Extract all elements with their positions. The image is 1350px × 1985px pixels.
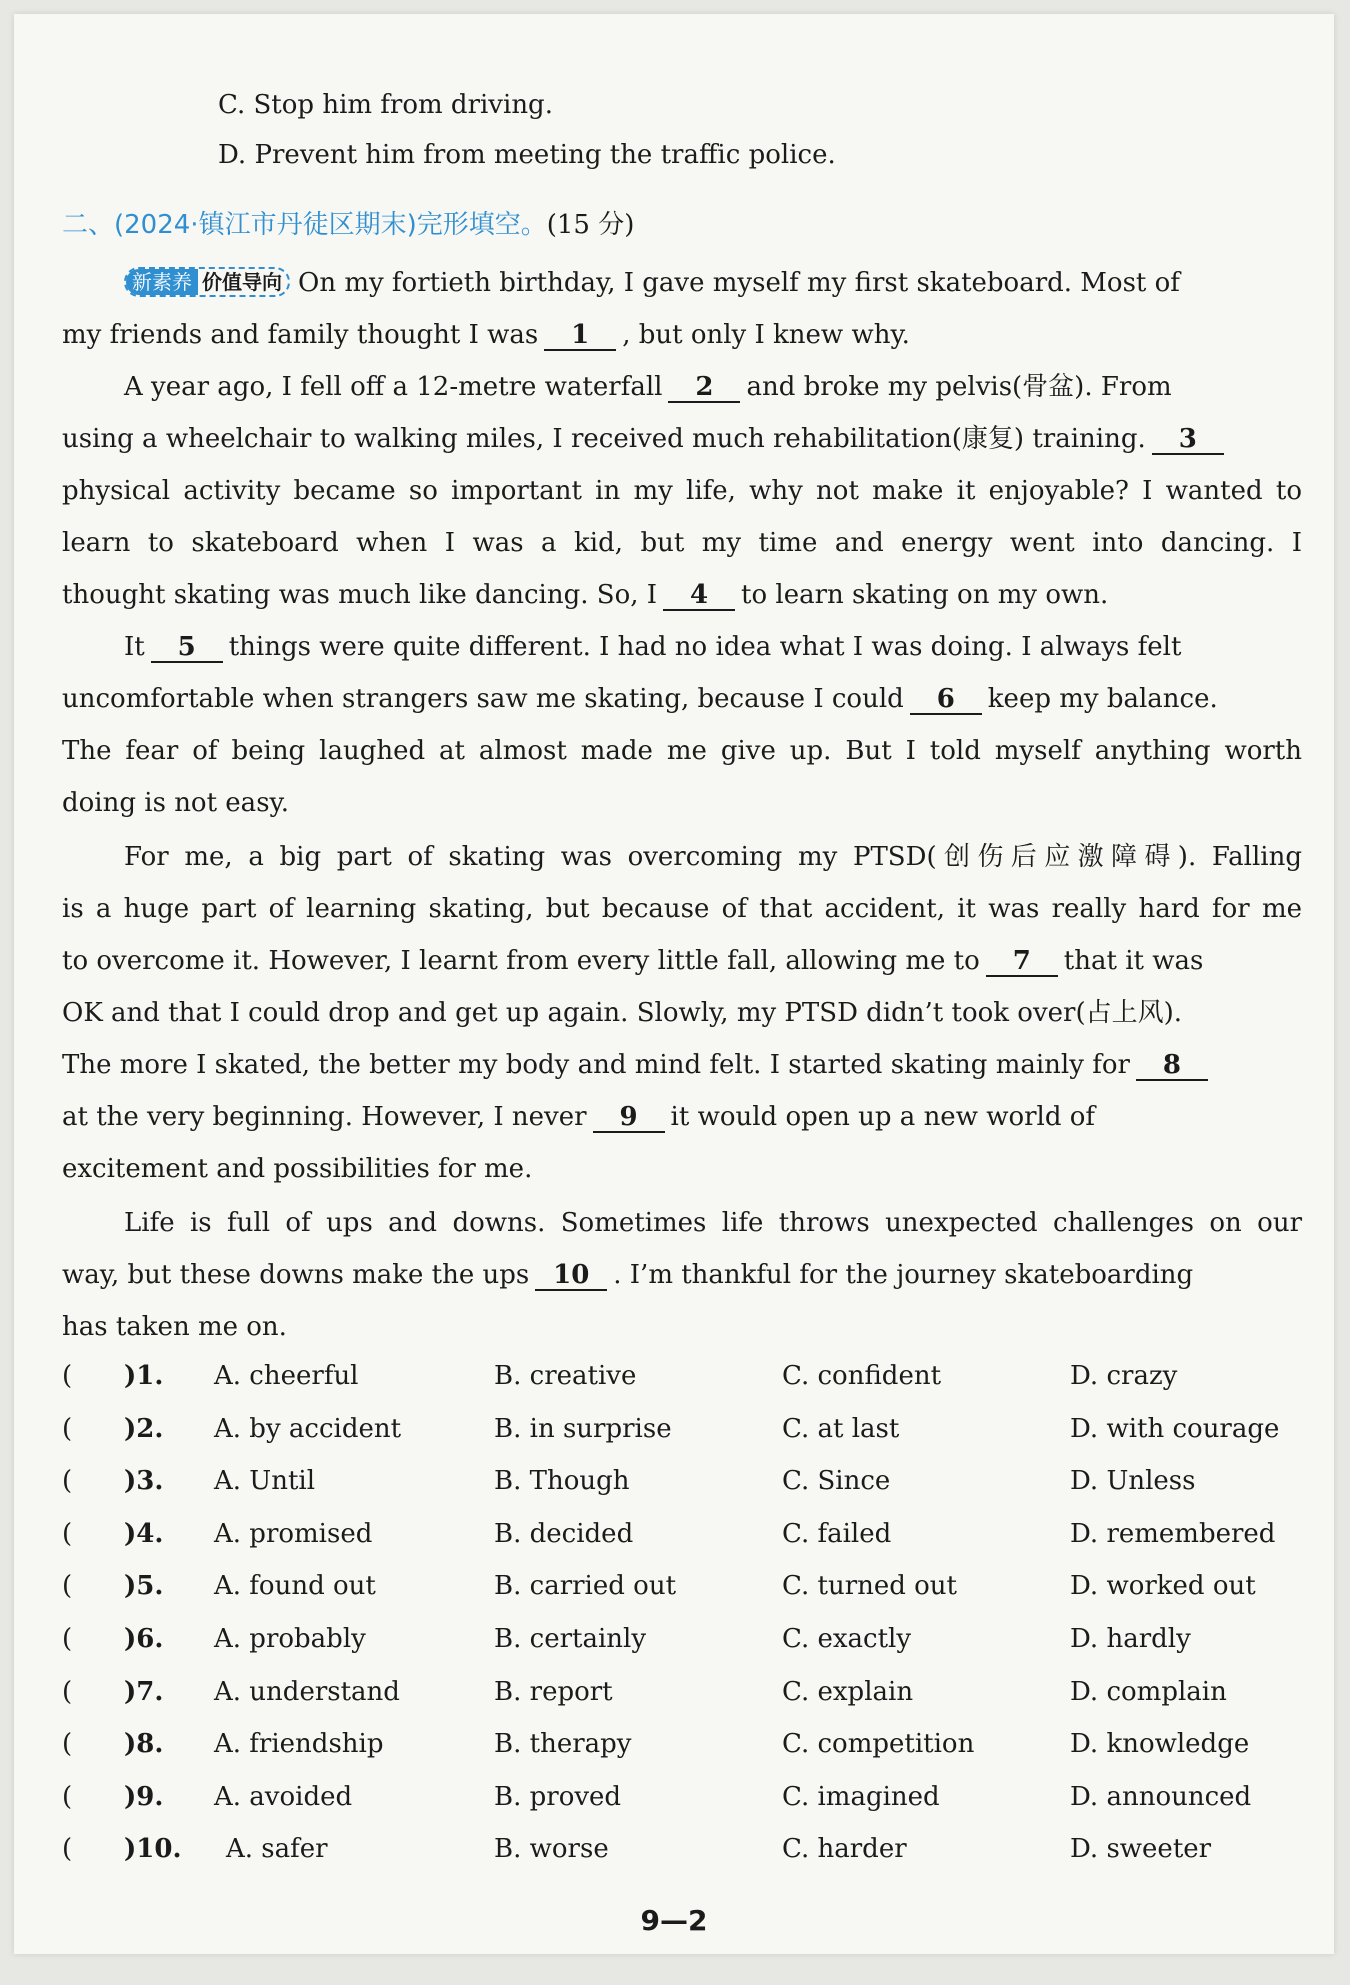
blank-5: 5 bbox=[151, 633, 223, 663]
option-d[interactable]: D. hardly bbox=[1070, 1624, 1191, 1654]
question-row bbox=[62, 1461, 1302, 1501]
passage-text: A year ago, I fell off a 12-metre waterfall bbox=[124, 372, 663, 402]
passage-text: thought skating was much like dancing. So, I bbox=[62, 580, 658, 610]
passage-line: is a huge part of learning skating, but because of that accident, it was really hard for me bbox=[62, 894, 1302, 924]
passage-text: way, but these downs make the ups bbox=[62, 1260, 530, 1290]
passage-text: keep my balance. bbox=[987, 684, 1218, 714]
option-c[interactable]: C. Since bbox=[782, 1466, 891, 1497]
passage-text: it would open up a new world of bbox=[670, 1102, 1096, 1132]
answer-paren: ( bbox=[62, 1413, 73, 1444]
option-b[interactable]: B. in surprise bbox=[494, 1413, 672, 1444]
badge-label-new: 新素养 bbox=[126, 269, 198, 295]
page-number: 9—2 bbox=[640, 1904, 708, 1937]
question-number: )1. bbox=[124, 1361, 164, 1391]
blank-3: 3 bbox=[1152, 425, 1224, 455]
option-d[interactable]: D. remembered bbox=[1070, 1518, 1276, 1549]
passage-text: . I’m thankful for the journey skateboarding bbox=[613, 1260, 1194, 1290]
passage-line bbox=[62, 682, 1218, 716]
option-d[interactable]: D. knowledge bbox=[1070, 1729, 1250, 1760]
option-c[interactable]: C. failed bbox=[782, 1518, 892, 1549]
passage-line: doing is not easy. bbox=[62, 788, 290, 818]
passage-text: The more I skated, the better my body and mind felt. I started skating mainly for bbox=[62, 1050, 1130, 1080]
question-number: )2. bbox=[124, 1413, 164, 1444]
question-row bbox=[62, 1514, 1302, 1554]
option-d[interactable]: D. announced bbox=[1070, 1781, 1252, 1812]
passage-text: things were quite different. I had no idea what I was doing. I always felt bbox=[228, 632, 1182, 662]
passage-text: at the very beginning. However, I never bbox=[62, 1102, 587, 1132]
passage-line bbox=[62, 318, 910, 352]
passage-line: excitement and possibilities for me. bbox=[62, 1154, 533, 1184]
passage-line: has taken me on. bbox=[62, 1312, 287, 1342]
option-d[interactable]: D. worked out bbox=[1070, 1571, 1256, 1602]
option-c[interactable]: C. at last bbox=[782, 1413, 900, 1444]
question-number: )3. bbox=[124, 1466, 164, 1497]
passage-line bbox=[62, 422, 1230, 456]
passage-line bbox=[124, 630, 1181, 664]
option-b[interactable]: B. Though bbox=[494, 1466, 630, 1497]
passage-line bbox=[124, 266, 1302, 300]
answer-paren: ( bbox=[62, 1571, 73, 1602]
answer-paren: ( bbox=[62, 1676, 73, 1707]
option-b[interactable]: B. certainly bbox=[494, 1624, 647, 1654]
option-c[interactable]: C. explain bbox=[782, 1676, 914, 1707]
answer-paren: ( bbox=[62, 1624, 73, 1654]
question-number: )10. bbox=[124, 1834, 182, 1865]
question-number: )8. bbox=[124, 1729, 164, 1760]
question-number: )7. bbox=[124, 1676, 164, 1707]
question-number: )9. bbox=[124, 1781, 164, 1812]
option-d[interactable]: D. Unless bbox=[1070, 1466, 1196, 1497]
blank-4: 4 bbox=[663, 581, 735, 611]
question-number: )5. bbox=[124, 1571, 164, 1602]
passage-line: The fear of being laughed at almost made me give up. But I told myself anything worth bbox=[62, 736, 1302, 766]
option-c[interactable]: C. imagined bbox=[782, 1781, 940, 1812]
blank-6: 6 bbox=[910, 685, 982, 715]
passage-text: and broke my pelvis(骨盆). From bbox=[746, 372, 1172, 402]
passage-line bbox=[62, 1100, 1095, 1134]
passage-text: using a wheelchair to walking miles, I received much rehabilitation(康复) training. bbox=[62, 424, 1146, 454]
section-heading bbox=[62, 208, 634, 242]
passage-line bbox=[62, 578, 1108, 612]
question-row bbox=[62, 1619, 1302, 1659]
passage-text: my friends and family thought I was bbox=[62, 320, 539, 350]
passage-text: On my fortieth birthday, I gave myself my first skateboard. Most of bbox=[298, 268, 1180, 298]
option-c[interactable]: C. competition bbox=[782, 1729, 975, 1760]
question-number: )4. bbox=[124, 1518, 164, 1549]
option-d[interactable]: D. sweeter bbox=[1070, 1834, 1212, 1865]
value-badge bbox=[124, 267, 290, 297]
question-number: )6. bbox=[124, 1624, 164, 1654]
passage-text: It bbox=[124, 632, 145, 662]
passage-text: to overcome it. However, I learnt from every little fall, allowing me to bbox=[62, 946, 980, 976]
option-a[interactable]: A. cheerful bbox=[214, 1361, 359, 1391]
option-c[interactable]: C. confident bbox=[782, 1361, 942, 1391]
passage-line: learn to skateboard when I was a kid, but my time and energy went into dancing. I bbox=[62, 528, 1302, 558]
blank-10: 10 bbox=[535, 1261, 607, 1291]
question-row bbox=[62, 1777, 1302, 1817]
question-row bbox=[62, 1356, 1302, 1396]
option-a[interactable]: A. friendship bbox=[214, 1729, 384, 1760]
worksheet-page bbox=[14, 14, 1334, 1954]
option-b[interactable]: B. decided bbox=[494, 1518, 634, 1549]
option-a[interactable]: A. avoided bbox=[214, 1781, 353, 1812]
answer-paren: ( bbox=[62, 1834, 73, 1865]
section-title: 二、(2024·镇江市丹徒区期末)完形填空。 bbox=[62, 210, 547, 240]
passage-line: Life is full of ups and downs. Sometimes life throws unexpected challenges on our bbox=[124, 1208, 1302, 1238]
option-a[interactable]: A. found out bbox=[214, 1571, 376, 1602]
option-d[interactable]: D. crazy bbox=[1070, 1361, 1178, 1391]
passage-line bbox=[62, 1048, 1214, 1082]
question-row bbox=[62, 1566, 1302, 1606]
option-c[interactable]: C. harder bbox=[782, 1834, 907, 1865]
badge-label-value: 价值导向 bbox=[202, 270, 282, 294]
blank-2: 2 bbox=[668, 373, 740, 403]
blank-7: 7 bbox=[986, 947, 1058, 977]
option-d[interactable]: D. complain bbox=[1070, 1676, 1227, 1707]
answer-paren: ( bbox=[62, 1466, 73, 1497]
option-b[interactable]: B. creative bbox=[494, 1361, 637, 1391]
question-row bbox=[62, 1672, 1302, 1712]
option-a[interactable]: A. by accident bbox=[214, 1413, 402, 1444]
question-row bbox=[62, 1829, 1302, 1869]
option-a[interactable]: A. safer bbox=[226, 1834, 328, 1865]
passage-line bbox=[62, 944, 1203, 978]
option-b[interactable]: B. proved bbox=[494, 1781, 622, 1812]
answer-paren: ( bbox=[62, 1781, 73, 1812]
option-c[interactable]: C. turned out bbox=[782, 1571, 958, 1602]
passage-text: that it was bbox=[1063, 946, 1204, 976]
option-a[interactable]: A. promised bbox=[214, 1518, 373, 1549]
answer-paren: ( bbox=[62, 1729, 73, 1760]
passage-line: physical activity became so important in my life, why not make it enjoyable? I wanted to bbox=[62, 476, 1302, 506]
answer-paren: ( bbox=[62, 1361, 73, 1391]
option-a[interactable]: A. probably bbox=[214, 1624, 366, 1654]
passage-line: For me, a big part of skating was overcoming my PTSD(创伤后应激障碍). Falling bbox=[124, 842, 1302, 872]
question-row bbox=[62, 1409, 1302, 1449]
option-b[interactable]: B. report bbox=[494, 1676, 613, 1707]
option-b[interactable]: B. therapy bbox=[494, 1729, 632, 1760]
answer-paren: ( bbox=[62, 1518, 73, 1549]
passage-text: uncomfortable when strangers saw me skating, because I could bbox=[62, 684, 904, 714]
section-score: (15 分) bbox=[546, 210, 635, 240]
blank-8: 8 bbox=[1136, 1051, 1208, 1081]
passage-text: to learn skating on my own. bbox=[741, 580, 1109, 610]
option-c[interactable]: C. exactly bbox=[782, 1624, 912, 1654]
option-b[interactable]: B. worse bbox=[494, 1834, 609, 1865]
option-a[interactable]: A. Until bbox=[214, 1466, 316, 1497]
question-row bbox=[62, 1724, 1302, 1764]
option-d-prev: D. Prevent him from meeting the traffic police. bbox=[218, 140, 836, 170]
option-b[interactable]: B. carried out bbox=[494, 1571, 677, 1602]
option-a[interactable]: A. understand bbox=[214, 1676, 400, 1707]
passage-text: , but only I knew why. bbox=[622, 320, 910, 350]
passage-line: OK and that I could drop and get up again. Slowly, my PTSD didn’t took over(占上风). bbox=[62, 998, 1182, 1028]
option-d[interactable]: D. with courage bbox=[1070, 1413, 1280, 1444]
option-c-prev: C. Stop him from driving. bbox=[218, 90, 553, 120]
blank-1: 1 bbox=[544, 321, 616, 351]
blank-9: 9 bbox=[593, 1103, 665, 1133]
passage-line bbox=[124, 370, 1172, 404]
passage-line bbox=[62, 1258, 1193, 1292]
